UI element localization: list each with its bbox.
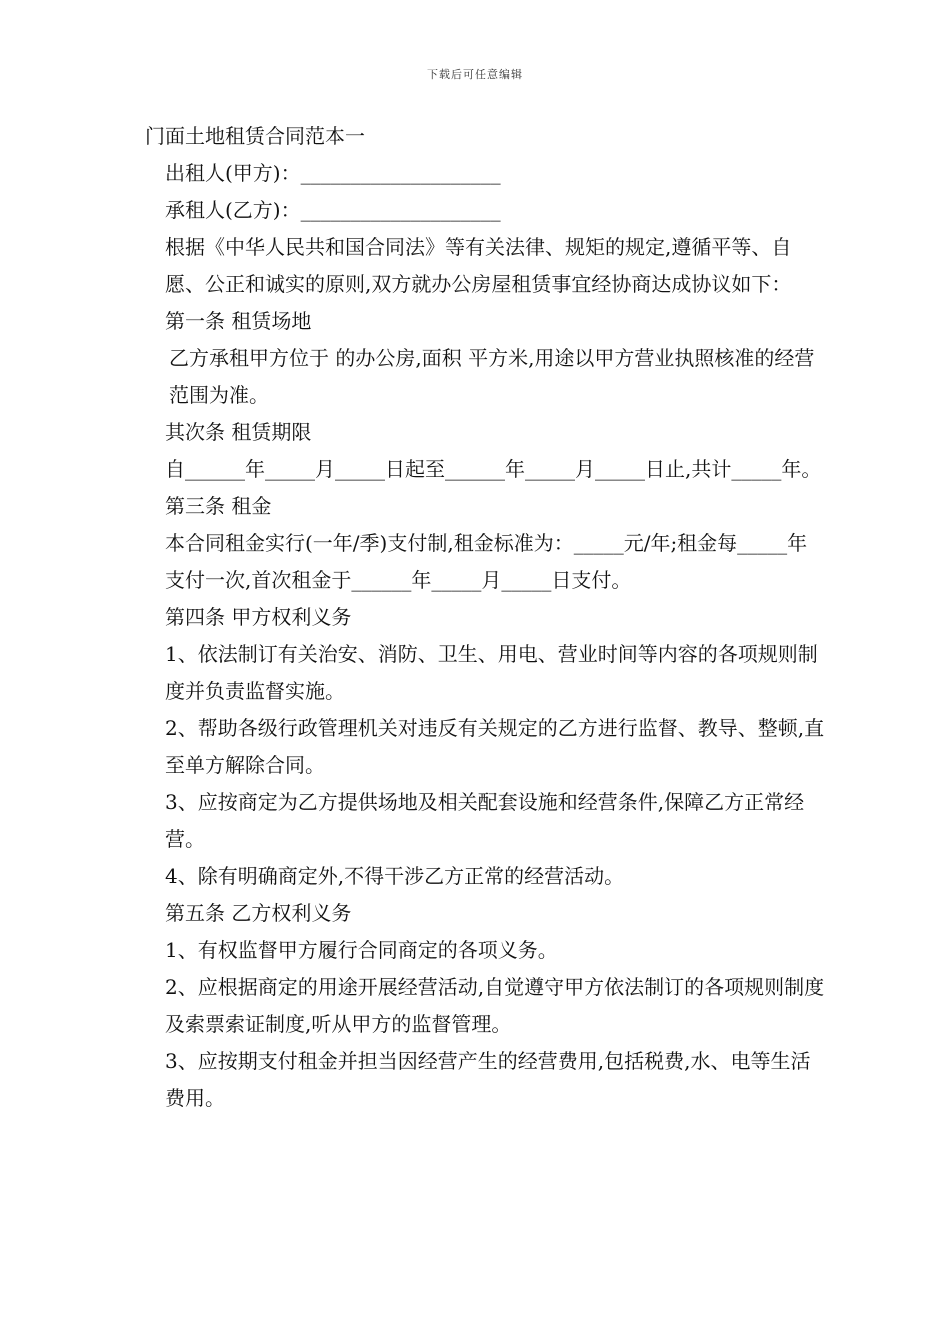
article1-title: 第一条 租赁场地 [165,309,312,333]
article2-body: 自______年_____月_____日起至______年_____月_____日止,共计_____年。 [165,457,822,481]
lessee-line: 承租人(乙方)：____________________ [165,198,501,222]
article3-title: 第三条 租金 [165,494,272,518]
article4-title: 第四条 甲方权利义务 [165,605,352,629]
lessor-line: 出租人(甲方)：____________________ [165,161,501,185]
article5-item: 2、应根据商定的用途开展经营活动,自觉遵守甲方依法制订的各项规则制度及索票索证制度,听从甲方的监督管理。 [165,975,825,1036]
article1-body: 乙方承租甲方位于 的办公房,面积 平方米,用途以甲方营业执照核准的经营范围为准。 [169,346,815,407]
article2-title: 其次条 租赁期限 [165,420,312,444]
article5-item: 3、应按期支付租金并担当因经营产生的经营费用,包括税费,水、电等生活费用。 [165,1049,811,1110]
article4-item: 2、帮助各级行政管理机关对违反有关规定的乙方进行监督、教导、整顿,直至单方解除合同。 [165,716,825,777]
article3-body: 本合同租金实行(一年/季)支付制,租金标准为：_____元/年;租金每_____年支付一次,首次租金于______年_____月_____日支付。 [165,531,808,592]
article4-item: 1、依法制订有关治安、消防、卫生、用电、营业时间等内容的各项规则制度并负责监督实施。 [165,642,818,703]
article5-item: 1、有权监督甲方履行合同商定的各项义务。 [165,938,558,962]
article4-item: 3、应按商定为乙方提供场地及相关配套设施和经营条件,保障乙方正常经营。 [165,790,805,851]
article5-title: 第五条 乙方权利义务 [165,901,352,925]
article4-item: 4、除有明确商定外,不得干涉乙方正常的经营活动。 [165,864,625,888]
document-body [145,118,825,1117]
header-note: 下载后可任意编辑 [427,68,523,81]
preamble-paragraph: 根据《中华人民共和国合同法》等有关法律、规矩的规定,遵循平等、自愿、公正和诚实的原则,双方就办公房屋租赁事宜经协商达成协议如下： [165,235,792,296]
document-title: 门面土地租赁合同范本一 [145,124,365,148]
